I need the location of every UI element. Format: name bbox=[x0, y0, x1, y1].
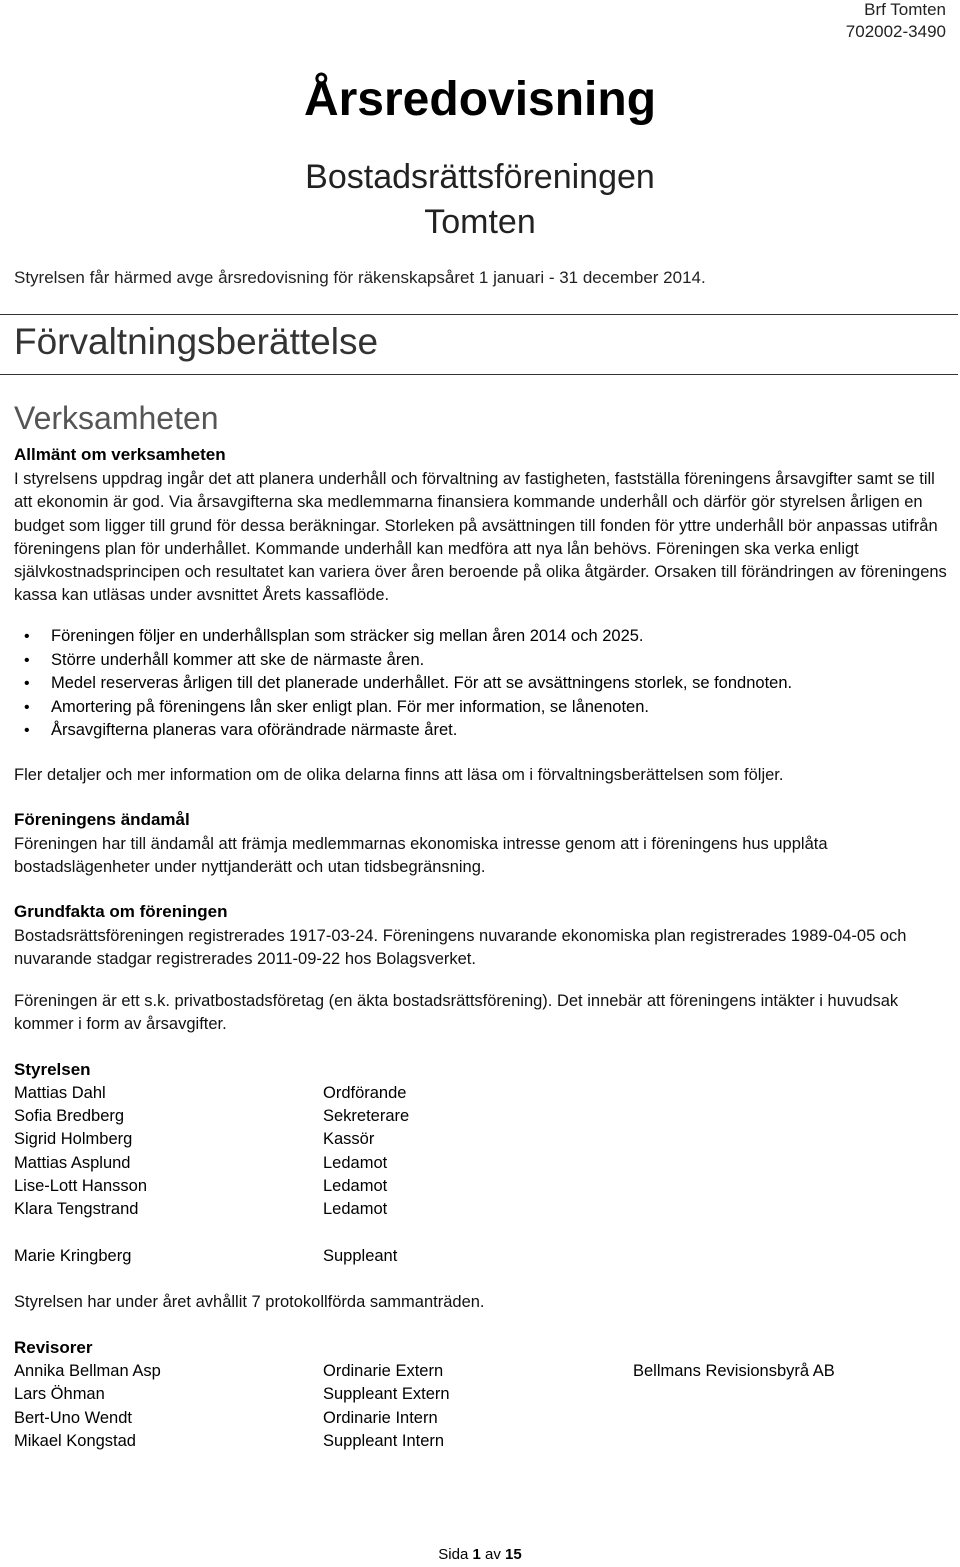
board-member-name: Lise-Lott Hansson bbox=[14, 1177, 147, 1195]
board-member-name: Mattias Asplund bbox=[14, 1154, 131, 1172]
list-item: • Årsavgifterna planeras vara oförändrade närmaste året. bbox=[24, 719, 792, 743]
board-meetings-text: Styrelsen har under året avhållit 7 protokollförda sammanträden. bbox=[14, 1293, 485, 1311]
auditor-role: Ordinarie Extern bbox=[323, 1362, 444, 1380]
footer-total-pages: 15 bbox=[505, 1546, 522, 1563]
section-title: Förvaltningsberättelse bbox=[14, 321, 379, 362]
list-item: • Större underhåll kommer att ske de närmaste åren. bbox=[24, 649, 792, 673]
auditor-firm: Bellmans Revisionsbyrå AB bbox=[633, 1362, 835, 1380]
board-heading: Styrelsen bbox=[14, 1060, 91, 1079]
board-member-role: Ordförande bbox=[323, 1084, 407, 1102]
header-org-name: Brf Tomten bbox=[864, 0, 946, 19]
purpose-heading: Föreningens ändamål bbox=[14, 810, 190, 829]
board-member-name: Sofia Bredberg bbox=[14, 1107, 125, 1125]
header-org-number: 702002-3490 bbox=[845, 22, 946, 41]
facts-body-2: Föreningen är ett s.k. privatbostadsföretag (en äkta bostadsrättsförening). Det innebär att föreningens intäkter i huvudsak kommer i form av årsavgifter. bbox=[14, 992, 899, 1034]
board-member-name: Marie Kringberg bbox=[14, 1247, 132, 1265]
board-member-role: Ledamot bbox=[323, 1177, 388, 1195]
auditor-role: Suppleant Extern bbox=[323, 1385, 450, 1403]
subsection-title: Verksamheten bbox=[14, 400, 219, 436]
footer-prefix: Sida bbox=[438, 1546, 469, 1563]
auditor-name: Lars Öhman bbox=[14, 1385, 105, 1403]
board-member-role: Ledamot bbox=[323, 1200, 388, 1218]
list-item: • Medel reserveras årligen till det planerade underhållet. För att se avsättningens storlek, se fondnoten. bbox=[24, 672, 792, 696]
section-divider-top bbox=[0, 314, 958, 315]
board-member-role: Suppleant bbox=[323, 1247, 398, 1265]
board-member-role: Ledamot bbox=[323, 1154, 388, 1172]
board-member-role: Kassör bbox=[323, 1130, 375, 1148]
board-member-name: Sigrid Holmberg bbox=[14, 1130, 133, 1148]
page-header bbox=[846, 0, 946, 43]
document-title: Årsredovisning bbox=[303, 73, 657, 126]
footer-middle: av bbox=[485, 1546, 501, 1563]
list-item: • Amortering på föreningens lån sker enligt plan. För mer information, se lånenoten. bbox=[24, 696, 792, 720]
auditor-name: Annika Bellman Asp bbox=[14, 1362, 161, 1380]
more-info-text: Fler detaljer och mer information om de olika delarna finns att läsa om i förvaltningsberättelsen som följer. bbox=[14, 766, 784, 784]
page-footer bbox=[0, 1546, 960, 1563]
general-heading: Allmänt om verksamheten bbox=[14, 445, 226, 464]
facts-heading: Grundfakta om föreningen bbox=[14, 902, 228, 921]
auditor-role: Ordinarie Intern bbox=[323, 1409, 438, 1427]
subtitle-line-2: Tomten bbox=[424, 203, 536, 241]
auditor-name: Mikael Kongstad bbox=[14, 1432, 136, 1450]
list-item: • Föreningen följer en underhållsplan som sträcker sig mellan åren 2014 och 2025. bbox=[24, 625, 792, 649]
facts-body-1: Bostadsrättsföreningen registrerades 1917-03-24. Föreningens nuvarande ekonomiska plan registrerades 1989-04-05 och nuvarande stadgar registrerades 2011-09-22 hos Bolagsverket. bbox=[14, 927, 907, 969]
board-member-role: Sekreterare bbox=[323, 1107, 410, 1125]
footer-page-number: 1 bbox=[472, 1546, 481, 1563]
bullet-list bbox=[24, 625, 792, 743]
section-divider-bottom bbox=[0, 374, 958, 375]
auditor-role: Suppleant Intern bbox=[323, 1432, 445, 1450]
board-member-name: Klara Tengstrand bbox=[14, 1200, 139, 1218]
auditors-heading: Revisorer bbox=[14, 1338, 93, 1357]
auditor-name: Bert-Uno Wendt bbox=[14, 1409, 132, 1427]
purpose-body: Föreningen har till ändamål att främja medlemmarnas ekonomiska intresse genom att i föreningens hus upplåta bostadslägenheter under nyttjanderätt och utan tidsbegränsning. bbox=[14, 835, 828, 877]
general-body: I styrelsens uppdrag ingår det att planera underhåll och förvaltning av fastigheten, fastställa föreningens årsavgifter samt se till att ekonomin är god. Via årsavgifterna ska medlemmarna finansiera kommande underhåll och därför gör styrelsen årligen en budget som ligger till grund för dessa beräkningar. Storleken på avsättningen till fonden för yttre underhåll bör anpassas utifrån föreningens plan för underhållet. Kommande underhåll kan medföra att nya lån behövs. Föreningen ska verka enligt självkostnadsprincipen och resultatet kan variera över åren beroende på olika åtgärder. Orsaken till förändringen av föreningens kassa kan utläsas under avsnittet Årets kassaflöde. bbox=[14, 470, 947, 605]
board-member-name: Mattias Dahl bbox=[14, 1084, 106, 1102]
intro-text: Styrelsen får härmed avge årsredovisning för räkenskapsåret 1 januari - 31 december 2014. bbox=[14, 268, 706, 287]
subtitle-line-1: Bostadsrättsföreningen bbox=[305, 158, 655, 196]
